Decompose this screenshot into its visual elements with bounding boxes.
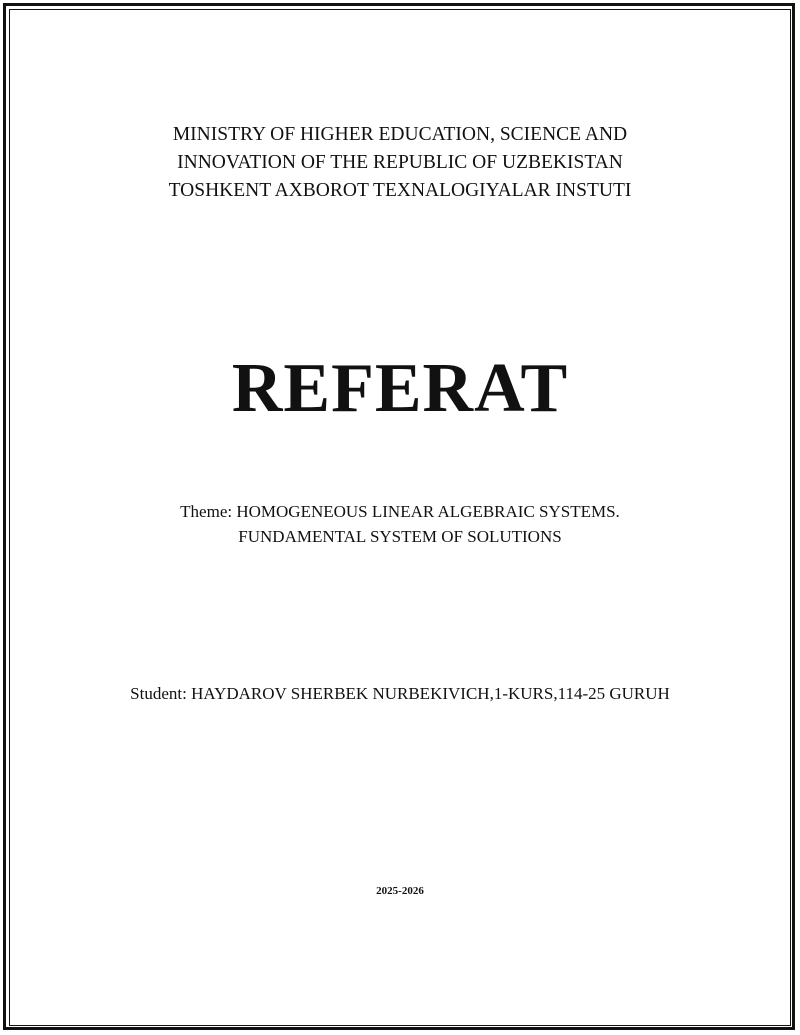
theme-line-1: Theme: HOMOGENEOUS LINEAR ALGEBRAIC SYSTEMS.: [180, 502, 620, 521]
institution-header: [0, 121, 800, 205]
header-line-3: TOSHKENT AXBOROT TEXNALOGIYALAR INSTUTI: [168, 180, 632, 201]
theme-block: [0, 499, 800, 549]
header-line-1: MINISTRY OF HIGHER EDUCATION, SCIENCE AND: [172, 124, 628, 145]
document-title: REFERAT: [231, 350, 569, 427]
academic-year: 2025-2026: [376, 885, 424, 897]
theme-line-2: FUNDAMENTAL SYSTEM OF SOLUTIONS: [238, 527, 562, 546]
header-line-2: INNOVATION OF THE REPUBLIC OF UZBEKISTAN: [177, 152, 623, 173]
student-info: Student: HAYDAROV SHERBEK NURBEKIVICH,1-KURS,114-25 GURUH: [130, 684, 670, 703]
